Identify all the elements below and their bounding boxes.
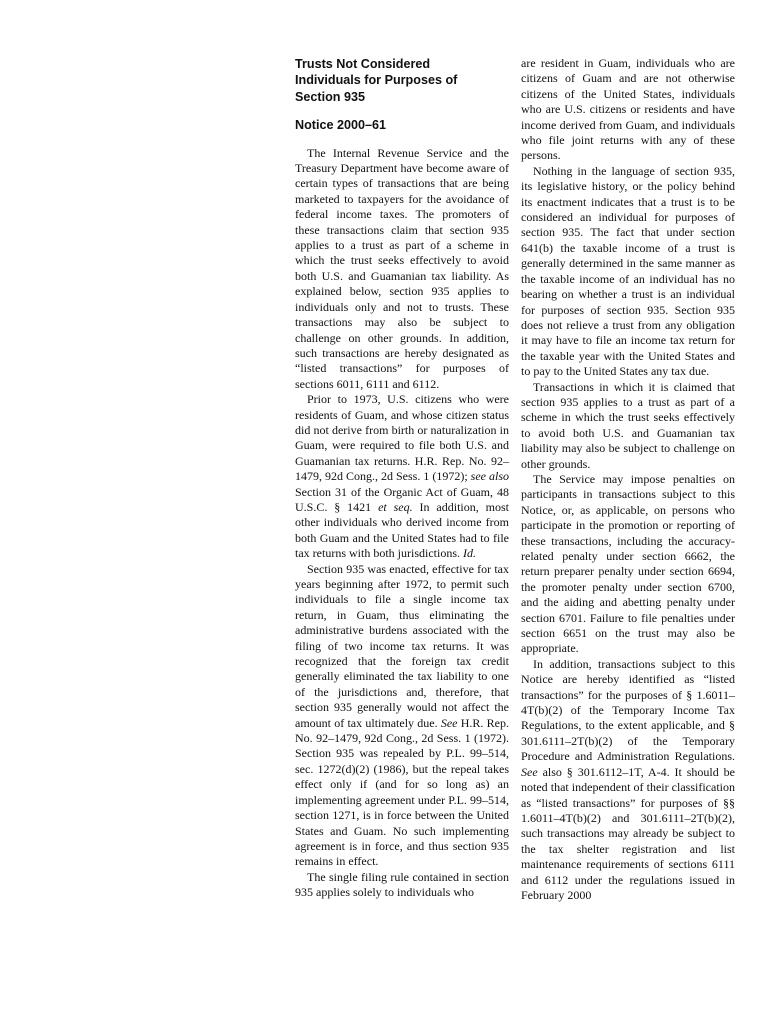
citation-signal-see: See xyxy=(521,764,538,779)
paragraph-history: Prior to 1973, U.S. citizens who were residents of Guam, and whose citizen status did not derive from birth or naturalization in Guam, were required to file both U.S. and Guamanian tax returns. H.R. Rep. No. 92–1479, 92d Cong., 2d Sess. 1 (1972); see also Section 31 of the Organic Act of Guam, 48 U.S.C. § 1421 et seq. In addition, most other individuals who derived income from both Guam and the United States had to file tax returns with both jurisdictions. Id. xyxy=(295,392,509,561)
paragraph-intro: The Internal Revenue Service and the Treasury Department have become aware of certain types of transactions that are being marketed to taxpayers for the avoidance of federal income taxes. The promoters of these transactions claim that section 935 applies to a trust as part of a scheme in which the trust seeks effectively to avoid both U.S. and Guamanian tax liability. As explained below, section 935 applies to individuals only and not to trusts. These transactions may also be subject to challenge on other grounds. In addition, such transactions are hereby designated as “listed transactions” for purposes of sections 6011, 6111 and 6112. xyxy=(295,145,509,391)
paragraph-section-935-enactment: Section 935 was enacted, effective for tax years beginning after 1972, to permit such individuals to file a single income tax return, in Guam, thus eliminating the administrative burdens associated with the filing of two income tax returns. It was recognized that the foreign tax credit generally eliminated the tax liability to one of the jurisdictions and, therefore, that section 935 generally would not affect the amount of tax ultimately due. See H.R. Rep. No. 92–1479, 92d Cong., 2d Sess. 1 (1972). Section 935 was repealed by P.L. 99–514, sec. 1272(d)(2) (1986), but the repeal takes effect only if (and for so long as) an implementing agreement under P.L. 99–514, section 1271, is in force between the United States and Guam. No such implementing agreement is in force, and thus section 935 remains in effect. xyxy=(295,561,510,869)
paragraph-listed-transactions: In addition, transactions subject to this Notice are hereby identified as “listed transactions” for the purposes of § 1.6011–4T(b)(2) of the Temporary Income Tax Regulations, to the extent applicable, and § 301.6111–2T(b)(2) of the Temporary Procedure and Administration Regulations. See also § 301.6112–1T, A-4. It should be noted that independent of their classification as “listed transactions” for purposes of §§ 1.6011–4T(b)(2) and 301.6111–2T(b)(2), such transactions may already be subject to the tax shelter registration and list maintenance requirements of sections 6111 and 6112 under the regulations issued in February 2000 xyxy=(521,656,735,902)
paragraph-single-filing-rule-continued: are resident in Guam, individuals who are citizens of Guam and are not otherwise citizens of the United States, individuals who are U.S. citizens or residents and have income derived from Guam, and individuals who file joint returns with any of these persons. xyxy=(521,56,735,163)
title-line-1: Trusts Not Considered xyxy=(295,57,431,71)
citation-signal-see: See xyxy=(440,715,458,730)
title-line-2: Individuals for Purposes of xyxy=(295,73,458,88)
paragraph-other-grounds: Transactions in which it is claimed that section 935 applies to a trust as part of a scheme in which the trust seeks effectively to avoid both U.S. and Guamanian tax liability may also be subject to challenge on other grounds. xyxy=(521,379,735,471)
left-column xyxy=(295,56,509,901)
citation-et-seq: et seq. xyxy=(378,499,413,514)
citation-signal-see-also: see also xyxy=(470,469,509,484)
paragraph-single-filing-rule: The single filing rule contained in section 935 applies solely to individuals who xyxy=(295,869,509,900)
notice-number: Notice 2000–61 xyxy=(295,118,387,133)
article-title xyxy=(295,56,509,105)
title-line-3: Section 935 xyxy=(295,89,365,104)
citation-id: Id. xyxy=(462,546,476,561)
right-column xyxy=(521,56,735,903)
paragraph-penalties: The Service may impose penalties on participants in transactions subject to this Notice, or, as applicable, on persons who participate in the promotion or reporting of these transactions, including the accuracy-related penalty under section 6662, the return preparer penalty under section 6694, the promoter penalty under section 6700, and the aiding and abetting penalty under section 6701. Failure to file penalties under section 6651 on the trust may also be appropriate. xyxy=(521,471,735,656)
paragraph-trust-not-individual: Nothing in the language of section 935, its legislative history, or the policy behind its enactment indicates that a trust is to be considered an individual for purposes of section 935. The fact that under section 641(b) the taxable income of a trust is generally determined in the same manner as the taxable income of an individual has no bearing on whether a trust is an individual for purposes of section 935. Section 935 does not relieve a trust from any obligation it may have to file an income tax return for the taxable year with the United States and to pay to the United States any tax due. xyxy=(521,163,735,379)
